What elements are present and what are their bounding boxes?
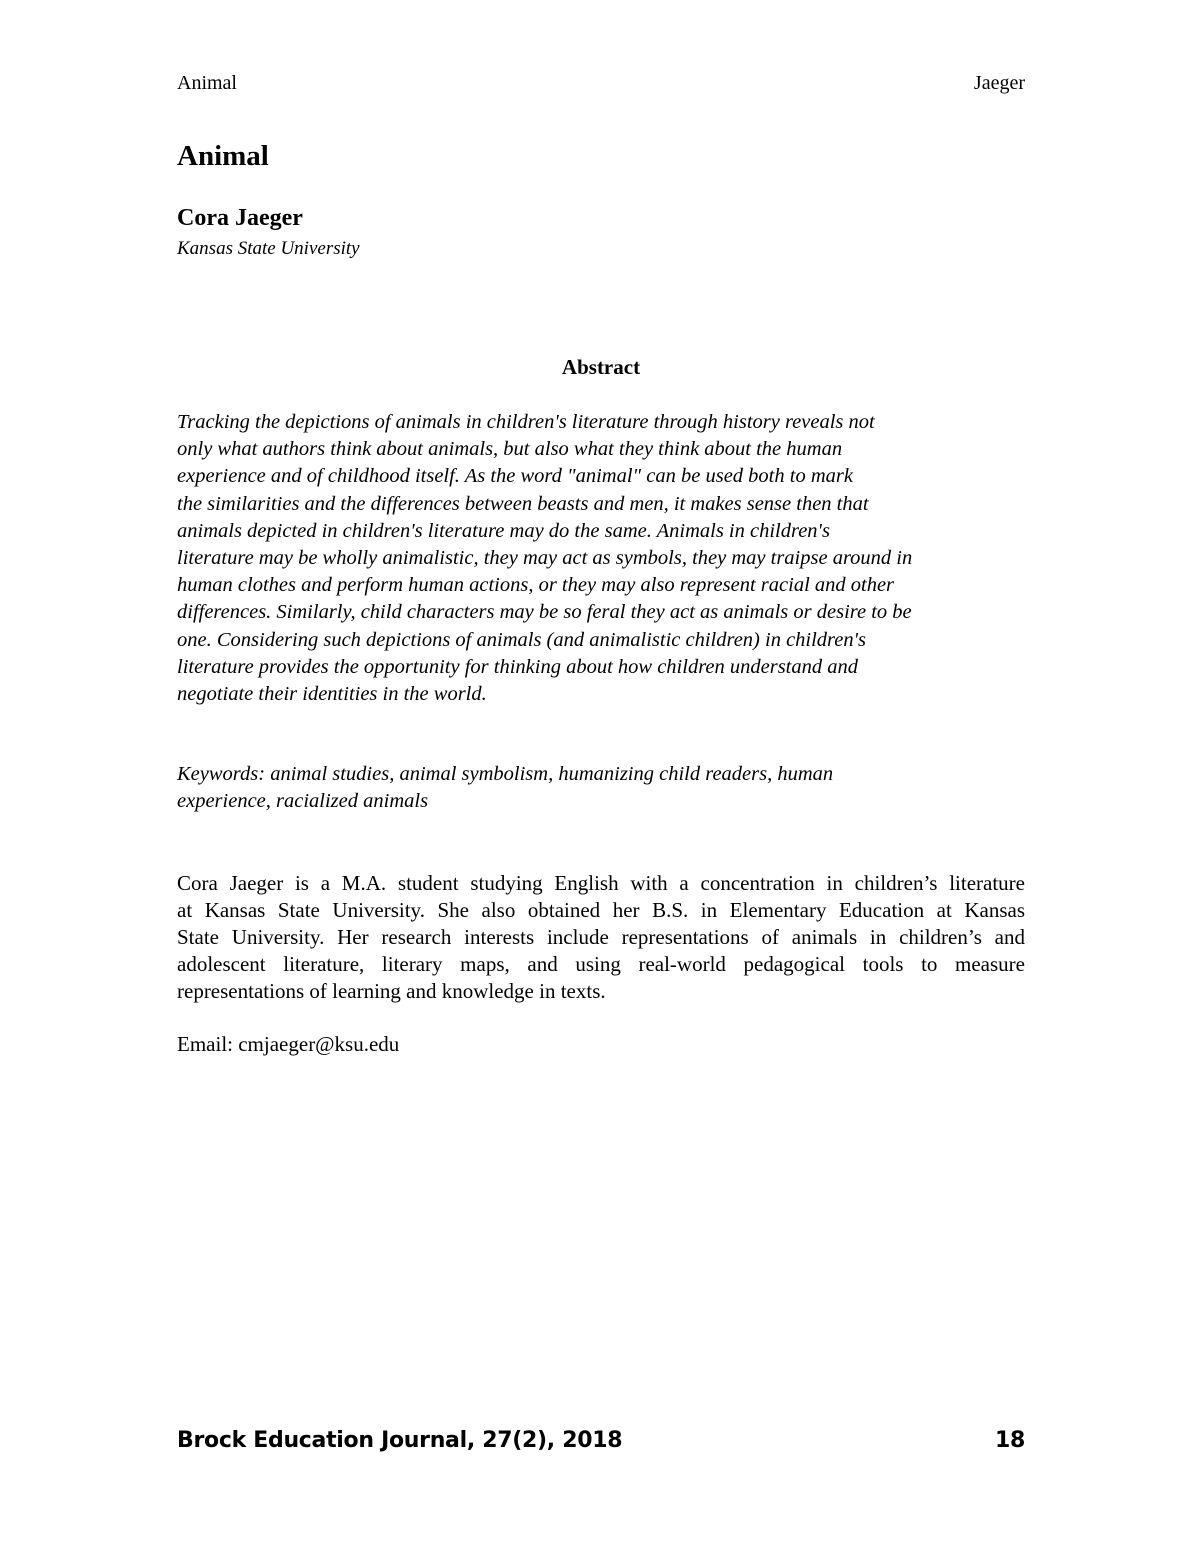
bio-line: adolescent literature, literary maps, and using real-world pedagogical tools to measure (177, 952, 1025, 976)
article-title: Animal (177, 140, 269, 172)
author-name: Cora Jaeger (177, 205, 303, 231)
page-footer (177, 1428, 1025, 1453)
abstract-line: the similarities and the differences between beasts and men, it makes sense then that (177, 492, 869, 515)
abstract-line: animals depicted in children's literature may do the same. Animals in children's (177, 519, 830, 542)
abstract-line: literature may be wholly animalistic, they may act as symbols, they may traipse around in (177, 547, 913, 570)
bio-line: at Kansas State University. She also obtained her B.S. in Elementary Education at Kansas (177, 898, 1025, 922)
abstract-line: human clothes and perform human actions, or they may also represent racial and other (177, 574, 895, 597)
abstract-heading: Abstract (561, 355, 641, 379)
abstract-line: only what authors think about animals, but also what they think about the human (177, 438, 843, 461)
running-head-right: Jaeger (973, 72, 1025, 94)
abstract-line: literature provides the opportunity for thinking about how children understand and (177, 655, 859, 678)
bio-line: Cora Jaeger is a M.A. student studying English with a concentration in children’s literature (177, 871, 1025, 895)
abstract-line: negotiate their identities in the world. (177, 683, 487, 706)
page-number: 18 (994, 1428, 1025, 1453)
abstract-line: one. Considering such depictions of animals (and animalistic children) in children's (177, 628, 866, 651)
bio-line: representations of learning and knowledge in texts. (177, 979, 606, 1003)
abstract-body (177, 409, 1037, 708)
abstract-line: Tracking the depictions of animals in children's literature through history reveals not (177, 411, 875, 433)
running-head-left: Animal (177, 72, 237, 94)
abstract-line: experience and of childhood itself. As the word "animal" can be used both to mark (177, 465, 853, 488)
author-bio (177, 870, 1025, 1005)
running-head (177, 72, 1025, 95)
keywords (177, 761, 1037, 815)
abstract-line: differences. Similarly, child characters may be so feral they act as animals or desire to be (177, 601, 912, 624)
author-email: Email: cmjaeger@ksu.edu (177, 1032, 400, 1056)
author-affiliation: Kansas State University (177, 238, 360, 259)
journal-citation: Brock Education Journal, 27(2), 2018 (177, 1428, 623, 1453)
bio-line: State University. Her research interests include representations of animals in children’s and (177, 925, 1025, 949)
keywords-line: experience, racialized animals (177, 790, 429, 813)
keywords-line: Keywords: animal studies, animal symbolism, humanizing child readers, human (177, 763, 834, 785)
